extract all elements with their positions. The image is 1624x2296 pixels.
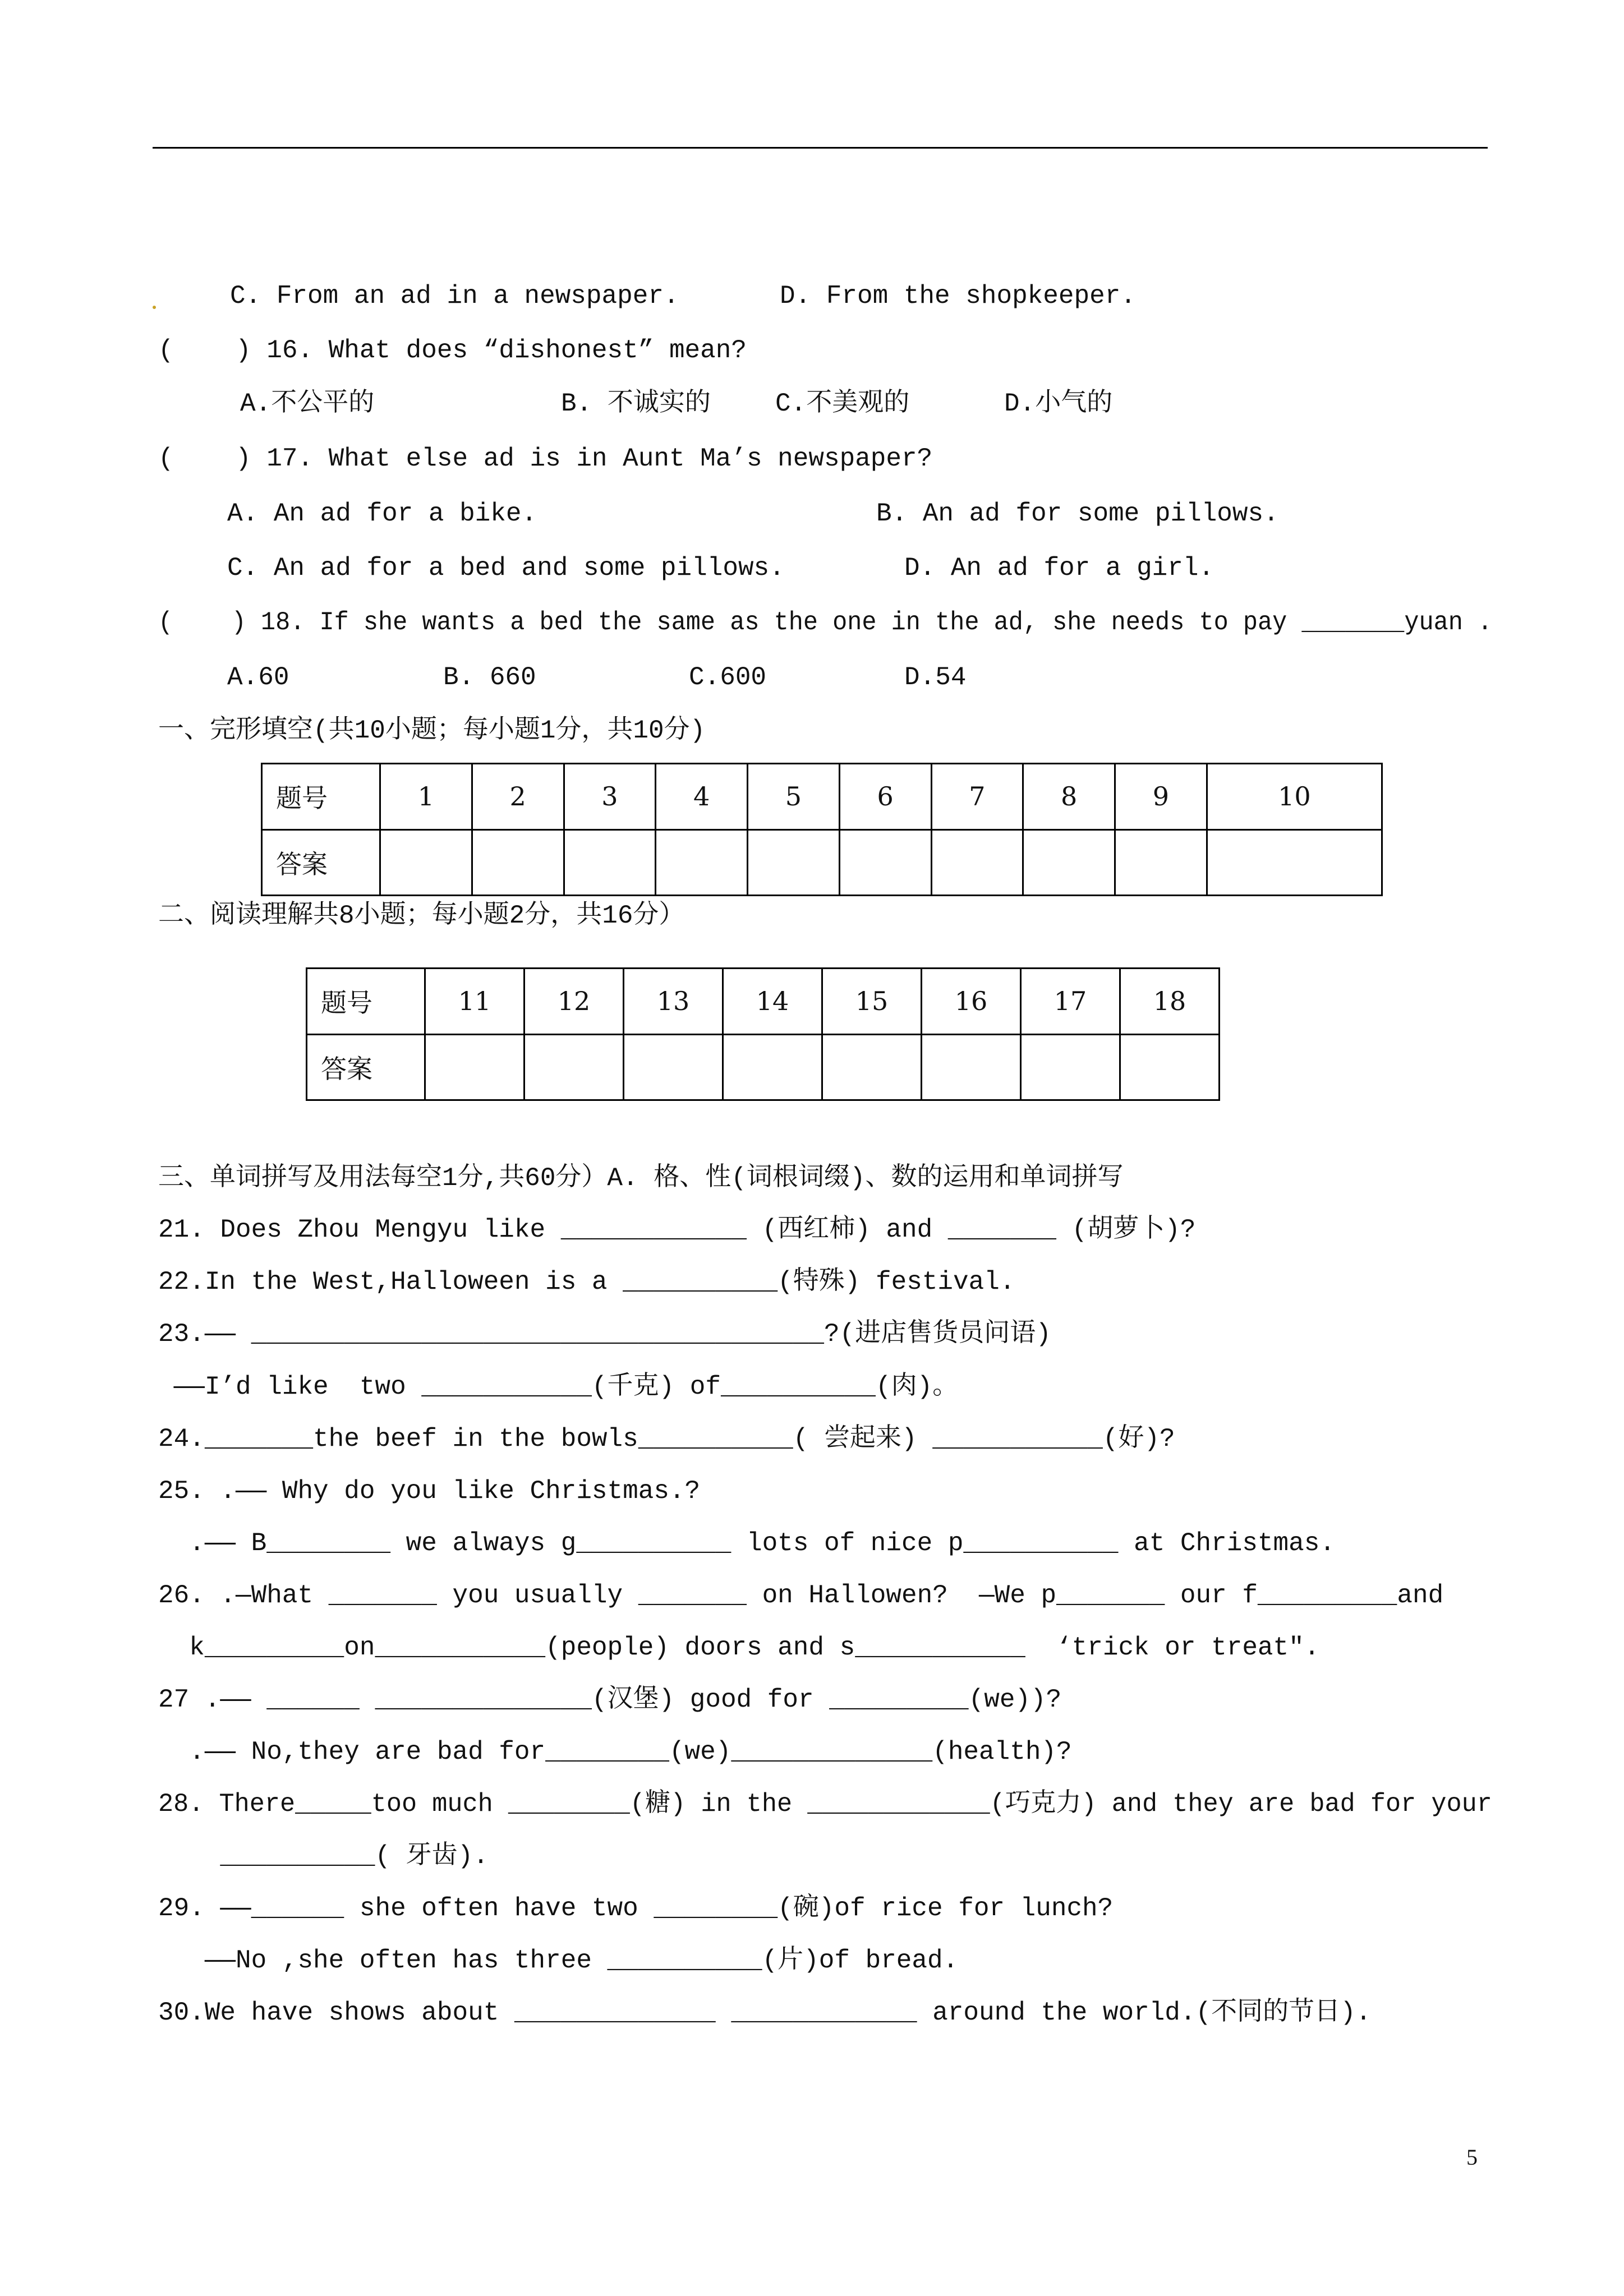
header-rule [153, 147, 1488, 149]
question-number: 9 [1115, 764, 1207, 830]
q18-option-a: A.60 [227, 663, 289, 692]
q17-option-b: B. An ad for some pillows. [876, 499, 1279, 528]
answer-cell[interactable] [525, 1034, 624, 1100]
q18-option-d: D.54 [904, 663, 967, 692]
q26-continuation-line: k_________on___________(people) doors and s___________ ‘trick or treat". [158, 1633, 1320, 1662]
table-header-label: 题号 [262, 764, 380, 830]
stray-mark [153, 306, 156, 309]
q16-option-d: D.小气的 [1004, 389, 1113, 418]
q16-option-a: A.不公平的 [240, 389, 375, 418]
answer-cell[interactable] [656, 829, 748, 896]
answer-cell[interactable] [723, 1034, 822, 1100]
table-answer-label: 答案 [262, 829, 380, 896]
question-number: 15 [822, 969, 922, 1035]
answer-cell[interactable] [472, 829, 564, 896]
section1-answer-table [261, 763, 1383, 896]
answer-cell[interactable] [822, 1034, 922, 1100]
q27-line: 27 .—— ______ ______________(汉堡) good for _________(we))? [158, 1685, 1062, 1714]
question-number: 18 [1120, 969, 1220, 1035]
q21-line: 21. Does Zhou Mengyu like ____________ (西红柿) and _______ (胡萝卜)? [158, 1215, 1196, 1244]
question-number: 13 [624, 969, 723, 1035]
question-number: 14 [723, 969, 822, 1035]
q29-reply-line: ——No ,she often has three __________(片)of bread. [158, 1946, 959, 1975]
question-number: 16 [922, 969, 1021, 1035]
answer-cell[interactable] [425, 1034, 525, 1100]
question-number: 7 [931, 764, 1023, 830]
question-number: 8 [1023, 764, 1115, 830]
q28-line: 28. There_____too much ________(糖) in the ____________(巧克力) and they are bad for your [158, 1790, 1492, 1819]
q18-option-b: B. 660 [443, 663, 536, 692]
question-number: 11 [425, 969, 525, 1035]
q16-option-c: C.不美观的 [775, 389, 910, 418]
answer-cell[interactable] [931, 829, 1023, 896]
question-number: 10 [1207, 764, 1382, 830]
answer-cell[interactable] [564, 829, 656, 896]
q27-reply-line: .—— No,they are bad for________(we)_____________(health)? [158, 1737, 1072, 1767]
answer-cell[interactable] [624, 1034, 723, 1100]
answer-cell[interactable] [748, 829, 840, 896]
section2-answer-table [306, 967, 1220, 1101]
table-row [262, 764, 1382, 830]
q17-option-a: A. An ad for a bike. [227, 499, 537, 528]
answer-cell[interactable] [1207, 829, 1382, 896]
q18-option-c: C.600 [689, 663, 767, 692]
q28-continuation-line: __________( 牙齿). [158, 1842, 489, 1871]
question-number: 6 [839, 764, 931, 830]
q17-option-c: C. An ad for a bed and some pillows. [227, 554, 785, 583]
answer-cell[interactable] [839, 829, 931, 896]
q26-line: 26. .—What _______ you usually _______ on Hallowen? —We p_______ our f_________and [158, 1581, 1444, 1610]
q25-line: 25. .—— Why do you like Christmas.? [158, 1477, 701, 1506]
question-number: 3 [564, 764, 656, 830]
table-answer-label: 答案 [307, 1034, 425, 1100]
answer-cell[interactable] [1023, 829, 1115, 896]
question-number: 1 [380, 764, 472, 830]
q23-line: 23.—— _____________________________________?(进店售货员问语) [158, 1320, 1051, 1349]
q25-reply-line: .—— B________ we always g__________ lots of nice p__________ at Christmas. [158, 1529, 1335, 1558]
q17-option-d: D. An ad for a girl. [904, 554, 1214, 583]
table-row [262, 829, 1382, 896]
q17-stem: ( ) 17. What else ad is in Aunt Ma’s newspaper? [158, 444, 933, 473]
question-number: 4 [656, 764, 748, 830]
q24-line: 24._______the beef in the bowls__________( 尝起来) ___________(好)? [158, 1424, 1175, 1454]
section1-title: 一、完形填空(共10小题；每小题1分，共10分) [158, 716, 706, 745]
q29-line: 29. ——______ she often have two ________(碗)of rice for lunch? [158, 1894, 1114, 1923]
section2-title: 二、阅读理解共8小题；每小题2分，共16分） [158, 901, 685, 930]
q18-stem: ( ) 18. If she wants a bed the same as the one in the ad, she needs to pay _______yuan . [158, 608, 1493, 637]
question-number: 12 [525, 969, 624, 1035]
q23-reply-line: ——I’d like two ___________(千克) of__________(肉)。 [158, 1372, 959, 1401]
q16-option-b: B. 不诚实的 [561, 389, 711, 418]
q16-stem: ( ) 16. What does “dishonest” mean? [158, 336, 747, 365]
answer-cell[interactable] [1021, 1034, 1120, 1100]
table-row [307, 969, 1220, 1035]
table-row [307, 1034, 1220, 1100]
question-number: 5 [748, 764, 840, 830]
answer-cell[interactable] [1115, 829, 1207, 896]
table-header-label: 题号 [307, 969, 425, 1035]
q15-option-c: C. From an ad in a newspaper. [230, 282, 679, 311]
page-number: 5 [1466, 2145, 1478, 2170]
answer-cell[interactable] [922, 1034, 1021, 1100]
answer-cell[interactable] [380, 829, 472, 896]
answer-cell[interactable] [1120, 1034, 1220, 1100]
q30-line: 30.We have shows about _____________ ____________ around the world.(不同的节日). [158, 1998, 1372, 2027]
question-number: 2 [472, 764, 564, 830]
q22-line: 22.In the West,Halloween is a __________(特殊) festival. [158, 1267, 1015, 1297]
q15-option-d: D. From the shopkeeper. [780, 282, 1136, 311]
question-number: 17 [1021, 969, 1120, 1035]
section3-title: 三、单词拼写及用法每空1分,共60分）A. 格、性(词根词缀)、数的运用和单词拼写 [158, 1164, 1124, 1193]
